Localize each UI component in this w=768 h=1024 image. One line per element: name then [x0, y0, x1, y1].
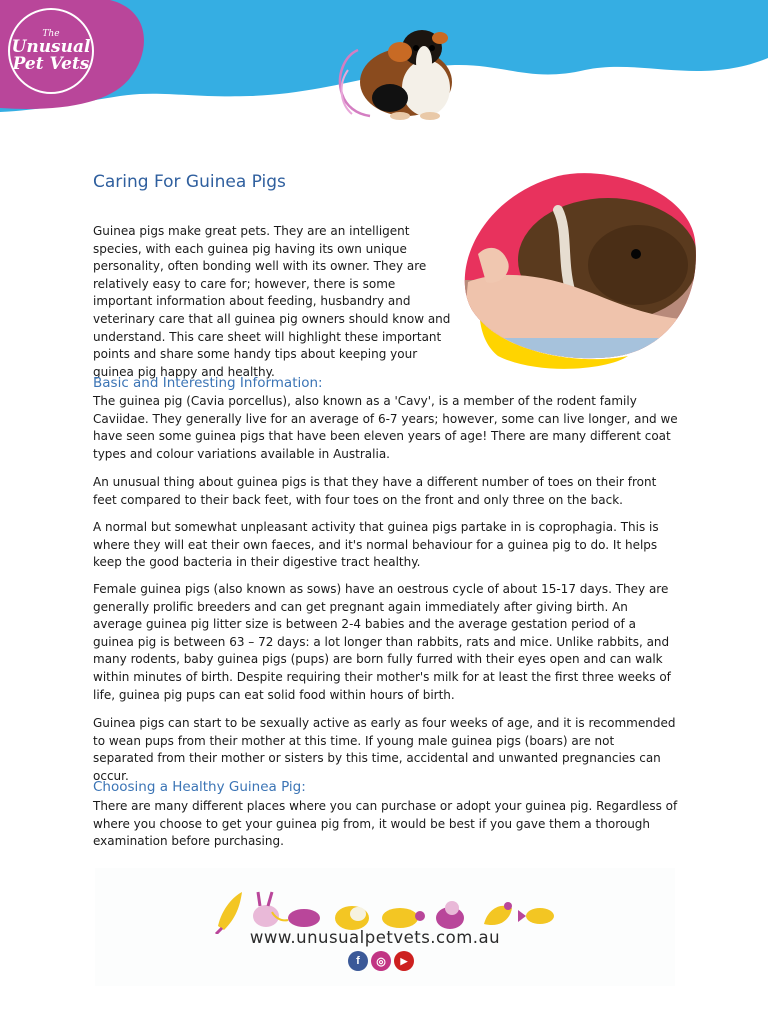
website-link[interactable]: www.unusualpetvets.com.au: [249, 928, 501, 947]
paragraph: An unusual thing about guinea pigs is that they have a different number of toes on their front feet compared to their back feet, with four toes on the front and only three on the back.: [93, 475, 657, 507]
paragraph: A normal but somewhat unpleasant activity that guinea pigs partake in is coprophagia. This is where they will eat their own faeces, and it's normal behaviour for a guinea pig to do. It helps keep the good bacteria in their digestive tract healthy.: [93, 520, 659, 570]
brand-logo[interactable]: [8, 8, 94, 94]
fish-icon: [518, 908, 554, 924]
facebook-icon[interactable]: f: [348, 951, 368, 971]
section-heading-choosing: Choosing a Healthy Guinea Pig:: [93, 779, 306, 795]
page-title: Caring For Guinea Pigs: [93, 172, 286, 192]
guinea-pig-icon: [335, 906, 369, 930]
turtle-icon: [382, 908, 425, 928]
logo-line-2: Pet Vets: [12, 53, 90, 74]
guinea-pig-photo: [458, 170, 700, 380]
guinea-pig-header-illustration: [330, 18, 460, 122]
intro-paragraph: Guinea pigs make great pets. They are an intelligent species, with each guinea pig having its own unique personality, often bonding well with its owner. They are relatively easy to care for; however, there is some important information about feeding, husbandry and veterinary care that all guinea pig owners should know and understand. This care sheet will highlight these important points and share some handy tips about keeping your guinea pig happy and healthy.: [93, 224, 451, 379]
paragraph: The guinea pig (Cavia porcellus), also known as a 'Cavy', is a member of the rodent family Caviidae. They generally live for an average of 6-7 years; however, some can live longer, and we have seen some guinea pigs that have been eleven years of age! There are many different coat types and colour variations available in Australia.: [93, 394, 678, 461]
youtube-icon[interactable]: ▶: [394, 951, 414, 971]
paragraph: Female guinea pigs (also known as sows) have an oestrous cycle of about 15-17 days. They are generally prolific breeders and can get pregnant again immediately after giving birth. An average guinea pig litter size is between 2-4 babies and the average gestation period of a guinea pig is between 63 – 72 days: a lot longer than rabbits, rats and mice. Unlike rabbits, and many rodents, baby guinea pigs (pups) are born fully furred with their eyes open and can walk within minutes of birth. Despite requiring their mother's milk for at least the first three weeks of life, guinea pig pups can eat solid food within hours of birth.: [93, 582, 671, 702]
social-links: [348, 951, 418, 973]
logo-line-1: Unusual: [11, 36, 91, 57]
paragraph: There are many different places where you can purchase or adopt your guinea pig. Regardless of where you choose to get your guinea pig from, it would be best if you gave them a thorough examination before purchasing.: [93, 799, 678, 849]
chicken-icon: [484, 902, 512, 925]
instagram-icon[interactable]: ◎: [371, 951, 391, 971]
ferret-icon: [436, 901, 464, 929]
paragraph: Guinea pigs can start to be sexually active as early as four weeks of age, and it is recommended to wean pups from their mother at this time. If young male guinea pigs (boars) are not separated from their mother or sisters by this time, accidental and unwanted pregnancies can occur.: [93, 716, 676, 783]
rabbit-icon: [253, 892, 279, 927]
section-heading-basic-info: Basic and Interesting Information:: [93, 375, 323, 391]
logo-the-text: The: [42, 28, 60, 39]
rat-icon: [272, 909, 320, 927]
